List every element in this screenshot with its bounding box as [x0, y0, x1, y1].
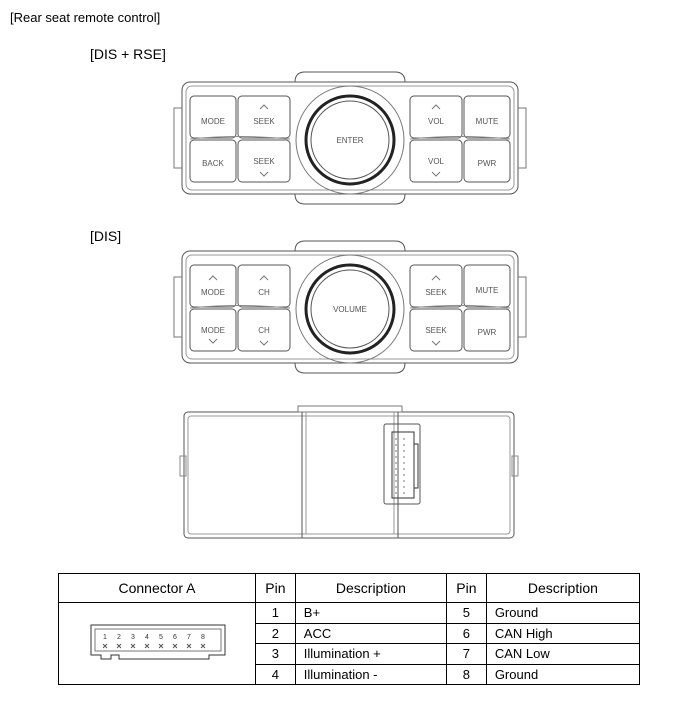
dis-knob-label: VOLUME: [333, 305, 367, 314]
dis-ch-down-label: CH: [258, 326, 270, 335]
pin-number: 7: [447, 644, 487, 665]
rse-vol-down-label: VOL: [427, 157, 445, 166]
dis-ch-up-label: CH: [258, 288, 270, 297]
connector-pin-label: 7: [187, 634, 191, 641]
table-row: [59, 603, 640, 624]
rse-vol-up-label: VOL: [427, 117, 445, 126]
rse-mute-label: MUTE: [475, 117, 499, 126]
panel-dis-diagram: [170, 237, 530, 377]
pin-description: Ground: [486, 603, 639, 624]
pin-description: Illumination +: [295, 644, 446, 665]
rse-knob-label: ENTER: [336, 136, 364, 145]
connector-a-cell: [59, 603, 256, 685]
pin-number: 6: [447, 623, 487, 644]
pin-description: CAN High: [486, 623, 639, 644]
rse-pwr-label: PWR: [477, 159, 497, 168]
pin-number: 2: [256, 623, 296, 644]
pin-table: [58, 573, 640, 685]
header-desc-a: Description: [295, 574, 446, 603]
header-pin-b: Pin: [447, 574, 487, 603]
pin-number: 8: [447, 664, 487, 685]
pin-number: 5: [447, 603, 487, 624]
pin-number: 4: [256, 664, 296, 685]
connector-pin-label: 5: [159, 634, 163, 641]
pin-number: 1: [256, 603, 296, 624]
pin-description: Illumination -: [295, 664, 446, 685]
dis-mode-down-label: MODE: [201, 326, 225, 335]
panel-dis-label: [DIS]: [90, 228, 122, 244]
dis-pwr-label: PWR: [477, 328, 497, 337]
panel-rse-label: [DIS + RSE]: [90, 46, 166, 62]
dis-seek-up-label: SEEK: [425, 288, 447, 297]
header-connector: Connector A: [59, 574, 256, 603]
dis-mute-label: MUTE: [475, 286, 499, 295]
connector-pin-label: 1: [103, 634, 107, 641]
connector-pin-label: 4: [145, 634, 149, 641]
connector-pin-label: 6: [173, 634, 177, 641]
table-header-row: [59, 574, 640, 603]
pin-description: B+: [295, 603, 446, 624]
rse-mode-label: MODE: [201, 117, 225, 126]
pin-description: CAN Low: [486, 644, 639, 665]
dis-mode-up-label: MODE: [201, 288, 225, 297]
pin-description: ACC: [295, 623, 446, 644]
connector-pin-label: 2: [117, 634, 121, 641]
connector-pin-label: 3: [131, 634, 135, 641]
panel-rse-diagram: [170, 68, 530, 208]
rse-back-label: BACK: [202, 159, 224, 168]
pin-description: Ground: [486, 664, 639, 685]
connector-pin-label: 8: [201, 634, 205, 641]
rear-view-diagram: [178, 404, 520, 544]
rse-seek-up-label: SEEK: [253, 117, 275, 126]
dis-seek-down-label: SEEK: [425, 326, 447, 335]
page-title: [Rear seat remote control]: [10, 10, 161, 25]
pin-number: 3: [256, 644, 296, 665]
header-pin-a: Pin: [256, 574, 296, 603]
header-desc-b: Description: [486, 574, 639, 603]
rse-seek-down-label: SEEK: [253, 157, 275, 166]
connector-a-diagram: [59, 603, 255, 681]
